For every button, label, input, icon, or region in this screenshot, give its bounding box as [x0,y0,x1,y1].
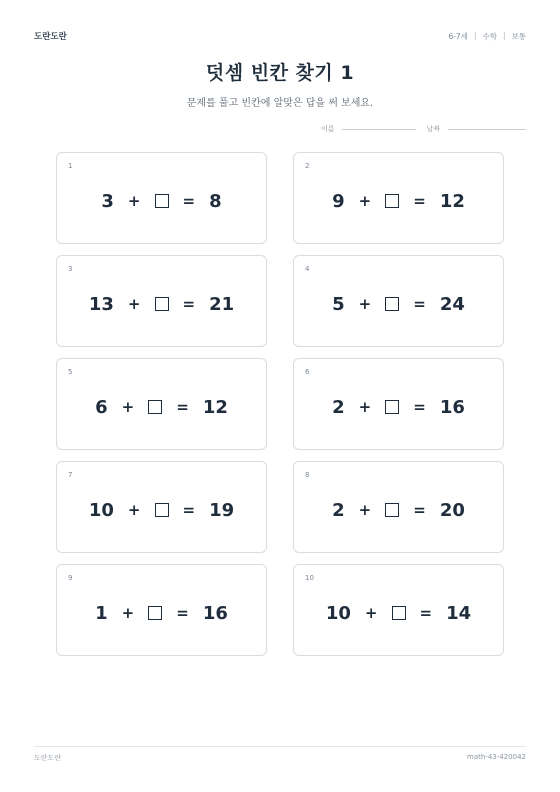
problem-card [56,152,267,244]
answer-blank[interactable] [155,503,169,517]
name-label: 이름 [320,125,335,133]
equals-sign: = [413,501,426,519]
answer-blank[interactable] [155,194,169,208]
sum: 16 [439,396,465,418]
sum: 8 [209,190,222,212]
page-header [34,28,526,44]
equation [57,462,266,552]
problem-number: 9 [68,574,73,582]
addend: 3 [101,190,114,212]
problem-number: 6 [305,368,310,376]
plus-sign: + [127,501,141,519]
name-field[interactable] [342,129,416,130]
page-footer [34,753,526,763]
problem-number: 2 [305,162,310,170]
equals-sign: = [413,192,426,210]
answer-blank[interactable] [385,400,399,414]
addend: 9 [332,190,345,212]
sum: 16 [202,602,228,624]
problem-card [56,358,267,450]
sum: 21 [209,293,235,315]
equation [57,153,266,243]
plus-sign: + [127,295,141,313]
answer-blank[interactable] [392,606,406,620]
brand-name: 도란도란 [34,32,67,42]
footer-divider [34,746,526,747]
footer-brand: 도란도란 [34,754,62,762]
equation [57,359,266,449]
plus-sign: + [358,295,372,313]
answer-blank[interactable] [385,194,399,208]
worksheet-code: math-43-420042 [467,753,526,761]
name-date-fields [321,124,526,134]
plus-sign: + [364,604,378,622]
equals-sign: = [182,192,196,210]
equation [294,359,503,449]
answer-blank[interactable] [148,606,162,620]
sum: 20 [439,499,465,521]
plus-sign: + [358,192,372,210]
problem-number: 3 [68,265,73,273]
addend: 6 [95,396,108,418]
equals-sign: = [413,295,426,313]
addend: 10 [325,602,351,624]
addend: 10 [88,499,114,521]
equation [294,256,503,346]
meta-separator: | [473,30,477,40]
worksheet-meta [448,31,526,42]
problem-card [293,358,504,450]
addend: 1 [95,602,108,624]
problem-card [56,255,267,347]
equals-sign: = [413,398,426,416]
instruction-text: 문제를 풀고 빈칸에 알맞은 답을 써 보세요. [186,98,374,109]
problem-card [56,564,267,656]
problem-number: 8 [305,471,310,479]
problem-number: 5 [68,368,73,376]
answer-blank[interactable] [155,297,169,311]
addend: 13 [88,293,114,315]
sum: 12 [202,396,228,418]
sum: 24 [439,293,465,315]
equation [294,153,503,243]
problem-card [293,152,504,244]
answer-blank[interactable] [148,400,162,414]
answer-blank[interactable] [385,503,399,517]
equation [57,565,266,655]
problem-grid [56,152,504,656]
meta-age: 6-7세 [448,31,468,41]
addend: 5 [332,293,345,315]
date-label: 날짜 [426,125,440,133]
problem-card [56,461,267,553]
page-title: 덧셈 빈칸 찾기 1 [205,62,355,84]
problem-card [293,255,504,347]
addend: 2 [332,499,345,521]
plus-sign: + [358,501,372,519]
sum: 19 [209,499,235,521]
problem-card [293,461,504,553]
plus-sign: + [121,398,135,416]
sum: 14 [446,602,472,624]
addend: 2 [332,396,345,418]
equals-sign: = [419,604,433,622]
equation [57,256,266,346]
sum: 12 [439,190,465,212]
equation [294,565,503,655]
plus-sign: + [358,398,372,416]
equals-sign: = [176,398,189,416]
problem-number: 7 [68,471,73,479]
plus-sign: + [127,192,141,210]
meta-subject: 수학 [482,31,497,41]
meta-level: 보통 [511,31,526,41]
equals-sign: = [182,295,196,313]
problem-card [293,564,504,656]
problem-number: 10 [305,574,314,582]
plus-sign: + [121,604,135,622]
problem-number: 4 [305,265,310,273]
answer-blank[interactable] [385,297,399,311]
date-field[interactable] [448,129,526,130]
equals-sign: = [176,604,189,622]
meta-separator: | [502,30,506,40]
problem-number: 1 [68,162,73,170]
equation [294,462,503,552]
equals-sign: = [182,501,196,519]
